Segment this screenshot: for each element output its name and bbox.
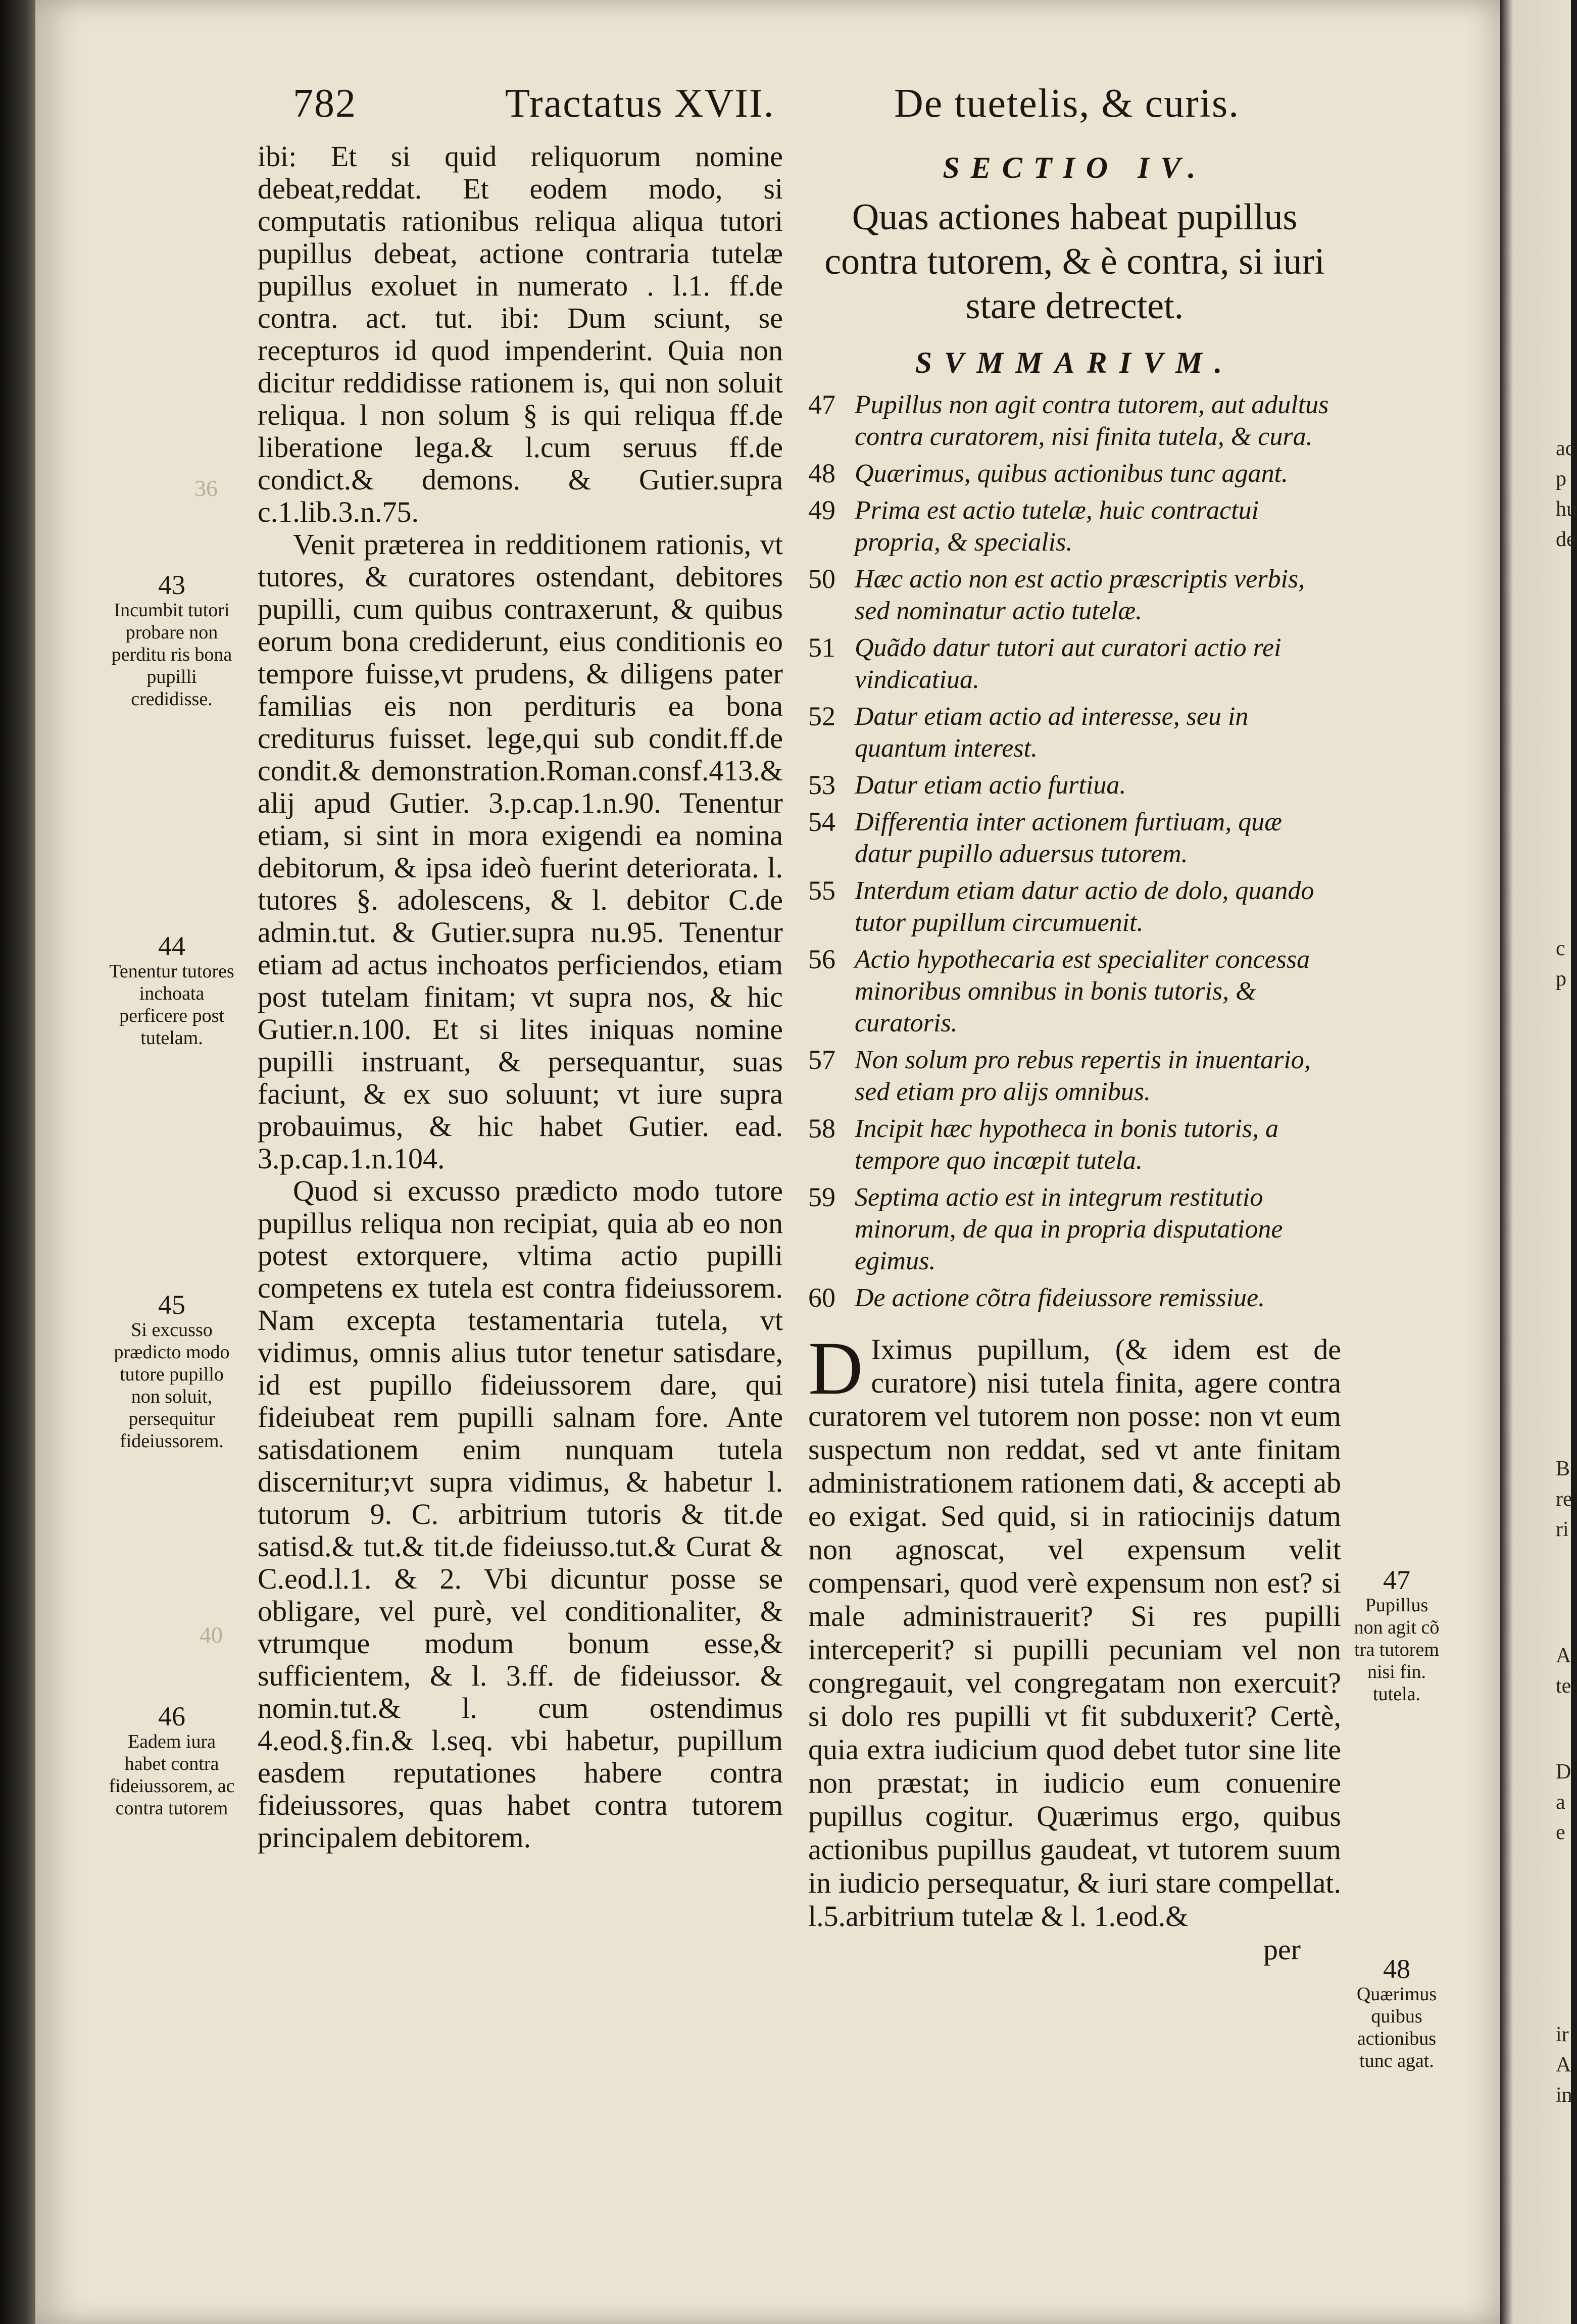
summary-item: [808, 875, 1341, 938]
margin-note: [1349, 1955, 1445, 2072]
summary-item: [808, 769, 1341, 801]
margin-note-number: 47: [1383, 1565, 1410, 1595]
summary-number: 58: [808, 1113, 835, 1144]
summary-number: 50: [808, 564, 835, 594]
summary-item: [808, 944, 1341, 1039]
facing-page-fragment: in: [1556, 2084, 1572, 2107]
paragraph: ibi: Et si quid reliquorum nomine debeat,reddat. Et eodem modo, si computatis rationibus reliqua aliqua tutori pupillus debeat, actione contraria tutelæ pupillus exoluet in numerato . l.1. ff.de contra. act. tut. ibi: Dum sciunt, se recepturos id quod impenderint. Quia non dicitur reddidisse rationem is, qui non soluit reliqua. l non solum § is qui reliqua ff.de liberatione lega.& l.cum seruus ff.de condict.& demons. & Gutier.supra c.1.lib.3.n.75.: [258, 140, 783, 528]
summary-number: 47: [808, 389, 835, 420]
facing-page-fragment: ri: [1556, 1518, 1569, 1541]
summary-item: [808, 632, 1341, 696]
margin-note-text: Tenentur tutores inchoata perficere post tutelam.: [109, 961, 234, 1049]
right-text-column: [808, 152, 1341, 1966]
facing-page-fragment: de: [1556, 528, 1576, 551]
margin-note-text: Pupillus non agit cõ tra tutorem nisi fin. tutela.: [1354, 1595, 1440, 1705]
summary-text: Actio hypothecaria est specialiter concessa minoribus omnibus in bonis tutoris, & curatoris.: [855, 945, 1310, 1037]
margin-note-number: 43: [158, 570, 185, 600]
summary-item: [808, 701, 1341, 764]
margin-note-number: 48: [1383, 1954, 1410, 1984]
summary-heading: SVMMARIVM.: [915, 346, 1235, 379]
summary-text: Pupillus non agit contra tutorem, aut adultus contra curatorem, nisi finita tutela, & cura.: [855, 390, 1329, 451]
summary-item: [808, 1044, 1341, 1108]
summary-number: 55: [808, 875, 835, 906]
facing-page-fragment: B: [1556, 1457, 1570, 1480]
summary-text: Prima est actio tutelæ, huic contractui propria, & specialis.: [855, 496, 1259, 557]
summary-text: Datur etiam actio ad interesse, seu in quantum interest.: [855, 702, 1249, 763]
margin-note: [109, 932, 235, 1049]
facing-page-fragment: ac: [1556, 437, 1575, 460]
summary-text: Interdum etiam datur actio de dolo, quando tutor pupillum circumuenit.: [855, 876, 1314, 937]
summary-number: 60: [808, 1282, 835, 1313]
summary-number: 56: [808, 944, 835, 974]
facing-page-fragment: A: [1556, 2053, 1571, 2076]
margin-note-number: 44: [158, 931, 185, 961]
facing-page-fragment: e: [1556, 1821, 1565, 1844]
summary-text: Differentia inter actionem furtiuam, quæ datur pupillo aduersus tutorem.: [855, 808, 1282, 868]
running-header: [293, 81, 1344, 131]
facing-page-fragment: te: [1556, 1674, 1571, 1698]
summary-text: Hæc actio non est actio præscriptis verbis, sed nominatur actio tutelæ.: [855, 565, 1305, 625]
summary-number: 54: [808, 807, 835, 837]
summary-text: Incipit hæc hypotheca in bonis tutoris, a tempore quo incœpit tutela.: [855, 1114, 1279, 1175]
margin-note-text: Incumbit tutori probare non perditu ris bona pupilli credidisse.: [111, 600, 232, 710]
summary-text: Quærimus, quibus actionibus tunc agant.: [855, 459, 1289, 488]
summary-text: De actione cõtra fideiussore remissiue.: [855, 1283, 1265, 1312]
summary-item: [808, 806, 1341, 870]
bleed-through-mark: 36: [194, 475, 218, 501]
facing-page-fragment: re: [1556, 1488, 1572, 1511]
margin-note: [109, 1291, 235, 1452]
left-text-column: [258, 140, 783, 1854]
body-text: [808, 1326, 1341, 1966]
summary-number: 49: [808, 495, 835, 525]
summary-item: [808, 563, 1341, 627]
margin-note: [109, 1702, 235, 1819]
summary-number: 53: [808, 770, 835, 800]
summary-text: Septima actio est in integrum restitutio minorum, de qua in propria disputatione egimus.: [855, 1183, 1283, 1275]
margin-note-text: Si excusso prædicto modo tutore pupillo non soluit, persequitur fideiussorem.: [114, 1319, 230, 1452]
facing-page-fragment: A: [1556, 1644, 1571, 1667]
drop-cap: D: [808, 1326, 863, 1410]
paragraph: Venit præterea in redditionem rationis, vt tutores, & curatores ostendant, debitores pupilli, cum quibus contraxerunt, & quibus eorum bona crediderunt, eius conditionis eo tempore fuisse,vt prudens, & diligens pater familias eis non perdituris ea bona crediturus fuisset. lege,qui sub condit.ff.de condit.& demonstration.Roman.consf.413.& alij apud Gutier. 3.p.cap.1.n.90. Tenentur etiam, si sint in mora exigendi ea nomina debitorum, & ipsa ideò fuerint deteriorata. l. tutores §. adolescens, & l. debitor C.de admin.tut. & Gutier.supra nu.95. Tenentur etiam ad actus inchoatos perficiendos, etiam post tutelam finitam; vt supra nos, & hic Gutier.n.100. Et si lites iniquas nomine pupilli instruant, & persequantur, suas faciunt, & ex suo soluunt; vt iure supra probauimus, & hic habet Gutier. ead. 3.p.cap.1.n.104.: [258, 528, 783, 1175]
facing-page-fragment: c: [1556, 937, 1565, 960]
facing-page-fragment: D: [1556, 1760, 1571, 1784]
margin-note-text: Quærimus quibus actionibus tunc agat.: [1356, 1984, 1437, 2071]
facing-page-fragment: ir: [1556, 2023, 1569, 2046]
summary-number: 51: [808, 632, 835, 663]
margin-note: [1349, 1566, 1445, 1705]
summary-number: 52: [808, 701, 835, 731]
catchword: per: [1263, 1933, 1301, 1966]
facing-page-fragment: hu: [1556, 498, 1577, 521]
summary-item: [808, 495, 1341, 558]
summary-item: [808, 458, 1341, 489]
margin-note-number: 46: [158, 1701, 185, 1732]
book-gutter: [0, 0, 35, 2324]
section-title: Quas actiones habeat pupillus contra tutorem, & è contra, si iuri stare detrectet.: [824, 196, 1325, 327]
summary-number: 48: [808, 458, 835, 488]
bleed-through-mark: 40: [200, 1622, 223, 1648]
section-heading: SECTIO IV.: [943, 151, 1207, 184]
paragraph: Quod si excusso prædicto modo tutore pupillus reliqua non recipiat, quia ab eo non potest extorquere, vltima actio pupilli competens ex tutela est contra fideiussorem. Nam excepta testamentaria tutela, vt vidimus, omnis alius tutor tenetur satisdare, id est pupillo fideiussorem dare, qui fideiubeat rem pupilli salnam fore. Ante satisdationem enim nunquam tutela discernitur;vt supra vidimus, & habetur l. tutorum 9. C. arbitrium tutoris & tit.de satisd.& tut.& tit.de fideiusso.tut.& Curat & C.eod.l.1. & 2. Vbi dicuntur posse se obligare, vel purè, vel conditionaliter, & vtrumque modum bonum esse,& sufficientem, & l. 3.ff. de fideiussor. & nomin.tut.& l. cum ostendimus 4.eod.§.fin.& l.seq. vbi habetur, pupillum easdem reputationes habere contra fideiussores, quas habet contra tutorem principalem debitorem.: [258, 1174, 783, 1854]
summary-item: [808, 1282, 1341, 1314]
summary-item: [808, 389, 1341, 453]
facing-page-fragment: p: [1556, 967, 1566, 991]
summary-text: Datur etiam actio furtiua.: [855, 771, 1126, 800]
summary-item: [808, 1113, 1341, 1176]
margin-note: [109, 571, 235, 710]
summary-list: [808, 389, 1341, 1314]
facing-page-edge: [1500, 0, 1571, 2324]
facing-page-fragment: a: [1556, 1791, 1565, 1814]
margin-note-number: 45: [158, 1290, 185, 1320]
summary-number: 59: [808, 1182, 835, 1212]
running-title: Tractatus XVII.: [505, 81, 775, 126]
summary-item: [808, 1181, 1341, 1277]
facing-page-fragment: p: [1556, 467, 1566, 490]
summary-text: Non solum pro rebus repertis in inuentario, sed etiam pro alijs omnibus.: [855, 1046, 1311, 1106]
summary-text: Quãdo datur tutori aut curatori actio rei vindicatiua.: [855, 633, 1282, 694]
body-paragraph: Iximus pupillum, (& idem est de curatore) nisi tutela finita, agere contra curatorem vel tutorem non posse: non vt eum suspectum non reddat, sed vt ante finitam administrationem rationem dati, & accepti ab eo exigat. Sed quid, si in ratiocinijs datum non agnoscat, vel expensum velit compensari, quod verè expensum non est? si male administrauerit? Si res pupilli interceperit? si pupilli pecuniam vel non congregauit, vel congregatam non exercuit? si dolo res pupilli vt fit subduxerit? Certè, quia extra iudicium quod debet tutor sine lite non præstat; in iudicio eum conuenire pupillus cogitur. Quærimus ergo, quibus actionibus pupillus gaudeat, vt tutorem suum in iudicio persequatur, & iuri stare compellat. l.5.arbitrium tutelæ & l. 1.eod.&: [808, 1333, 1341, 1933]
page-number: 782: [293, 81, 357, 126]
running-subtitle: De tuetelis, & curis.: [894, 81, 1240, 126]
margin-note-text: Eadem iura habet contra fideiussorem, ac contra tutorem: [109, 1731, 235, 1819]
summary-number: 57: [808, 1045, 835, 1075]
